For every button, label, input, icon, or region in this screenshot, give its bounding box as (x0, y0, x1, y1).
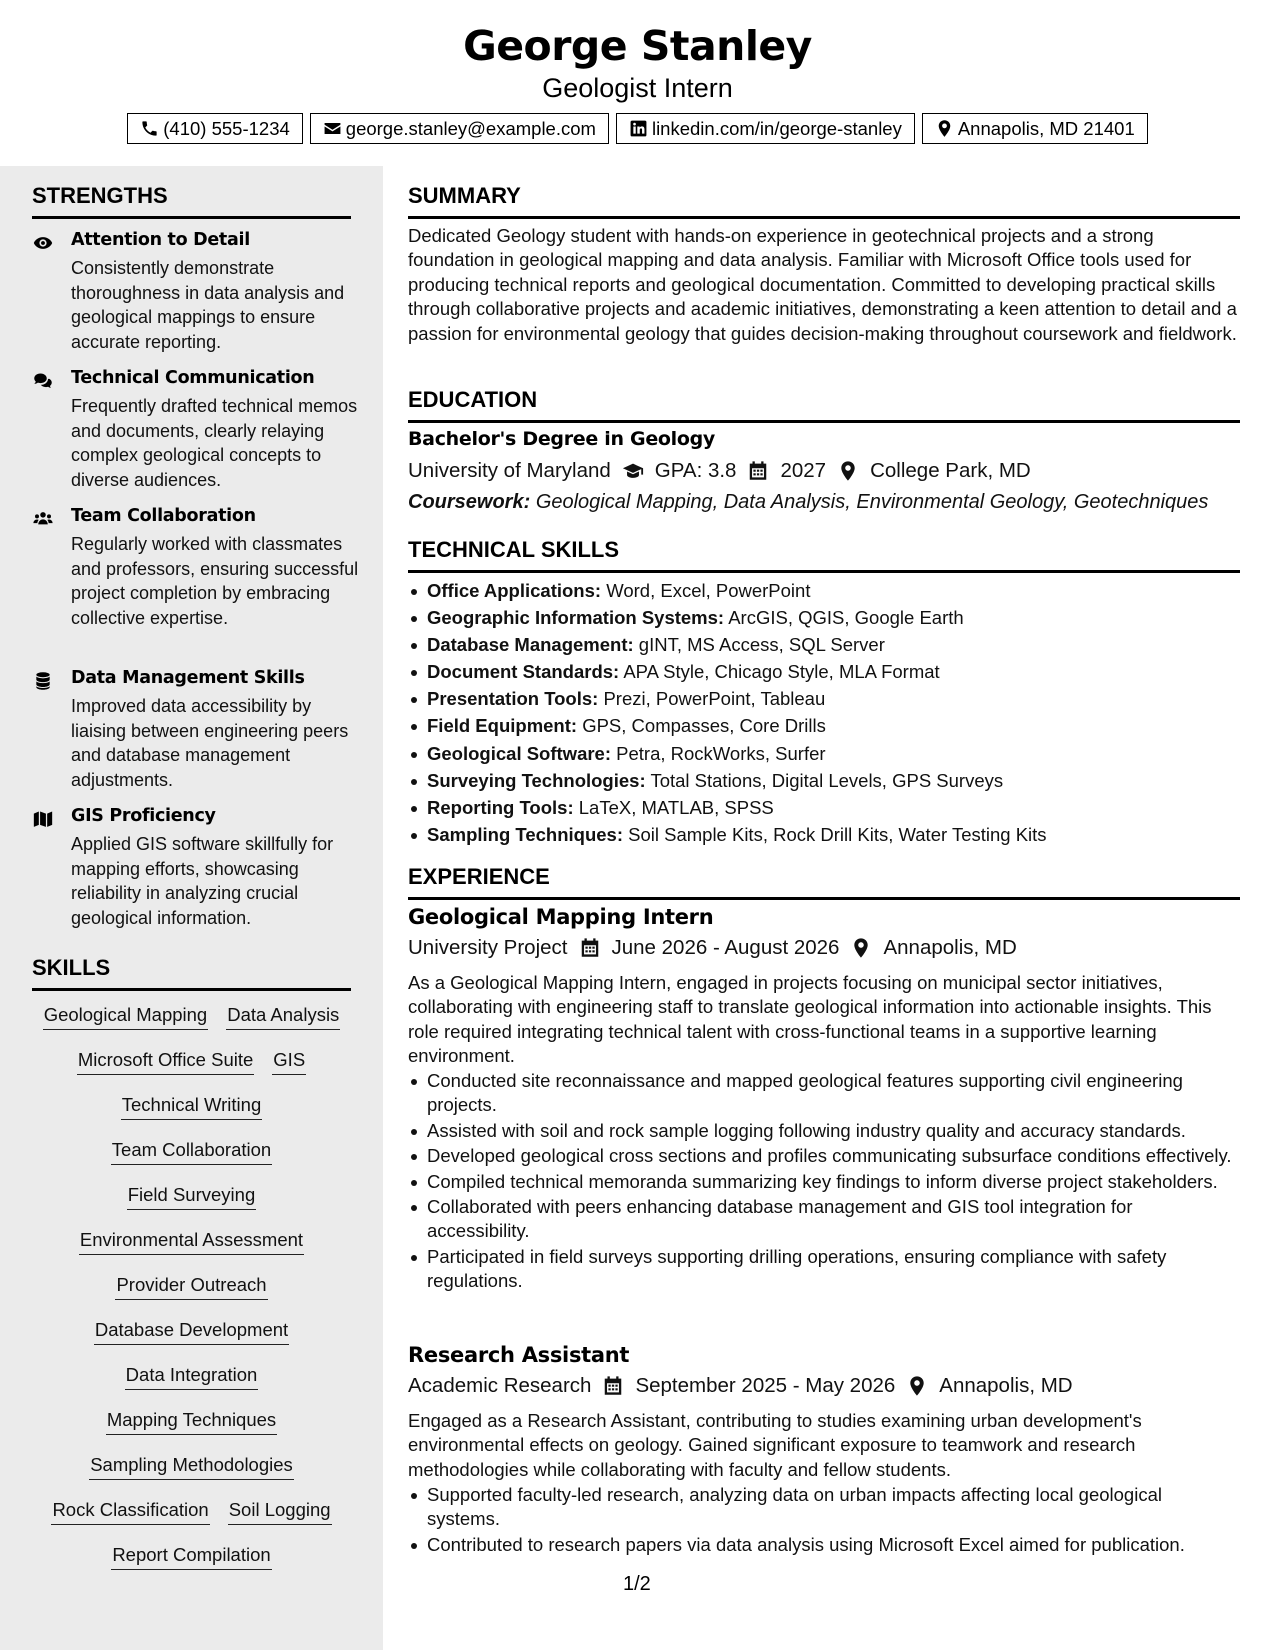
list-item (408, 606, 1240, 630)
contact-phone-text: (410) 555-1234 (163, 117, 290, 139)
skill-row (32, 1184, 351, 1210)
job-title: Geological Mapping Intern (408, 905, 714, 929)
technical-skills-list (408, 579, 1240, 850)
skill-tag: Soil Logging (228, 1499, 332, 1525)
job-title: Research Assistant (408, 1343, 630, 1367)
calendar-icon (747, 460, 769, 482)
skill-row (32, 1544, 351, 1570)
list-item: Conducted site reconnaissance and mapped geological features supporting civil engineering projects. (408, 1069, 1240, 1118)
skill-row (32, 1094, 351, 1120)
list-item (408, 769, 1240, 793)
list-item (408, 796, 1240, 820)
phone-icon (140, 119, 159, 138)
skill-values: gINT, MS Access, SQL Server (638, 634, 885, 656)
contact-phone[interactable] (127, 113, 303, 144)
strength-description: Frequently drafted technical memos and documents, clearly relaying complex geological concepts to diverse audiences. (71, 396, 358, 490)
list-item: Contributed to research papers via data analysis using Microsoft Excel aimed for publication. (408, 1533, 1240, 1557)
list-item (408, 823, 1240, 847)
skill-values: Total Stations, Digital Levels, GPS Surveys (650, 769, 1004, 791)
skill-tag: Database Development (94, 1319, 289, 1345)
school-name: University of Maryland (408, 459, 611, 482)
education-heading: EDUCATION (408, 387, 1240, 423)
skill-tag: Geological Mapping (43, 1004, 209, 1030)
coursework (408, 491, 1208, 514)
map-pin-icon (935, 119, 954, 138)
page-number: 1/2 (623, 1573, 651, 1595)
job-summary: As a Geological Mapping Intern, engaged in projects focusing on municipal sector initiatives, collaborating with engineering staff to translate geological information into actionable insights. This role required integrating technical talent with cross-functional teams in a supportive learning environment. (408, 972, 1212, 1067)
contact-location-text: Annapolis, MD 21401 (957, 117, 1135, 139)
skill-row (32, 1454, 351, 1480)
skill-tag: Data Analysis (226, 1004, 340, 1030)
list-item: Developed geological cross sections and profiles communicating subsurface conditions effectively. (408, 1144, 1240, 1168)
technical-skills-heading: TECHNICAL SKILLS (408, 537, 1240, 573)
eye-icon (32, 233, 56, 253)
list-item (408, 633, 1240, 657)
resume-header (0, 0, 1275, 166)
graduation-cap-icon (622, 460, 644, 482)
list-item (408, 742, 1240, 766)
skill-row (32, 1049, 351, 1075)
strength-title: GIS Proficiency (71, 806, 216, 826)
list-item: Participated in field surveys supporting drilling operations, ensuring compliance with safety regulations. (408, 1245, 1240, 1294)
contact-email-text: george.stanley@example.com (345, 117, 596, 139)
strength-description: Regularly worked with classmates and professors, ensuring successful project completion by embracing collective expertise. (71, 534, 359, 628)
skill-tag: Mapping Techniques (106, 1409, 277, 1435)
skill-row (32, 1319, 351, 1345)
strength-description: Consistently demonstrate thoroughness in data analysis and geological mappings to ensure accurate reporting. (71, 258, 345, 352)
summary-text: Dedicated Geology student with hands-on experience in geotechnical projects and a strong foundation in geological mapping and data analysis. Familiar with Microsoft Office tools used for producing technical reports and geological documentation. Committed to developing practical skills through collaborative projects and academic initiatives, demonstrating a keen attention to detail and a passion for environmental geology that guides decision-making throughout coursework and fieldwork. (408, 225, 1237, 344)
contact-location[interactable] (922, 113, 1148, 144)
strength-title: Attention to Detail (71, 230, 250, 250)
skill-tag: Environmental Assessment (79, 1229, 304, 1255)
skill-values: APA Style, Chicago Style, MLA Format (623, 661, 940, 683)
candidate-role: Geologist Intern (542, 73, 733, 103)
skill-tag: Technical Writing (121, 1094, 263, 1120)
contact-email[interactable] (310, 113, 609, 144)
job-meta (408, 1374, 1073, 1398)
skill-category: Document Standards: (427, 661, 620, 683)
skill-tag: Provider Outreach (115, 1274, 267, 1300)
job-summary: Engaged as a Research Assistant, contributing to studies examining urban development's environmental effects on geology. Gained significant exposure to teamwork and research methodologies while collaborating with faculty and fellow students. (408, 1410, 1142, 1480)
job-location: Annapolis, MD (883, 936, 1017, 959)
job-organization: University Project (408, 936, 568, 959)
degree-title: Bachelor's Degree in Geology (408, 428, 716, 450)
skill-tag: Report Compilation (111, 1544, 271, 1570)
list-item: Compiled technical memoranda summarizing key findings to inform diverse project stakeholders. (408, 1170, 1240, 1194)
education-location: College Park, MD (870, 459, 1031, 482)
education-meta (408, 459, 1031, 483)
list-item (408, 579, 1240, 603)
job-dates: September 2025 - May 2026 (635, 1374, 896, 1397)
calendar-icon (602, 1375, 624, 1397)
skill-row (32, 1499, 351, 1525)
contact-bar (0, 113, 1275, 144)
skill-values: LaTeX, MATLAB, SPSS (578, 796, 774, 818)
job-bullets (408, 1069, 1240, 1295)
list-item: Collaborated with peers enhancing database management and GIS tool integration for accessibility. (408, 1195, 1240, 1244)
skill-values: ArcGIS, QGIS, Google Earth (728, 607, 964, 629)
job-location: Annapolis, MD (939, 1374, 1073, 1397)
skill-row (32, 1004, 351, 1030)
skill-category: Sampling Techniques: (427, 823, 623, 845)
skill-tag: Microsoft Office Suite (77, 1049, 254, 1075)
skill-category: Presentation Tools: (427, 688, 599, 710)
strength-description: Applied GIS software skillfully for mapping efforts, showcasing reliability in analyzing crucial geological information. (71, 834, 334, 928)
skill-category: Field Equipment: (427, 715, 578, 737)
skill-row (32, 1139, 351, 1165)
skill-tag: Sampling Methodologies (89, 1454, 294, 1480)
skill-row (32, 1409, 351, 1435)
calendar-icon (579, 937, 601, 959)
skill-values: Soil Sample Kits, Rock Drill Kits, Water Testing Kits (628, 823, 1047, 845)
skill-values: Prezi, PowerPoint, Tableau (603, 688, 826, 710)
list-item (408, 660, 1240, 684)
job-bullets (408, 1483, 1240, 1558)
strength-title: Technical Communication (71, 368, 315, 388)
job-meta (408, 936, 1017, 960)
job-organization: Academic Research (408, 1374, 592, 1397)
skill-tag: Data Integration (125, 1364, 259, 1390)
envelope-icon (323, 119, 342, 138)
skill-row (32, 1364, 351, 1390)
coursework-list: Geological Mapping, Data Analysis, Environmental Geology, Geotechniques (535, 491, 1209, 513)
experience-heading: EXPERIENCE (408, 864, 1240, 900)
sidebar (0, 166, 383, 1650)
skill-category: Surveying Technologies: (427, 769, 646, 791)
map-pin-icon (906, 1375, 928, 1397)
contact-linkedin[interactable] (616, 113, 915, 144)
map-pin-icon (837, 460, 859, 482)
strength-description: Improved data accessibility by liaising between engineering peers and database management adjustments. (71, 696, 349, 790)
list-item: Supported faculty-led research, analyzing data on urban impacts affecting local geological systems. (408, 1483, 1240, 1532)
skill-values: GPS, Compasses, Core Drills (582, 715, 826, 737)
job-dates: June 2026 - August 2026 (611, 936, 840, 959)
skill-values: Petra, RockWorks, Surfer (616, 742, 826, 764)
strength-title: Team Collaboration (71, 506, 256, 526)
skill-category: Geological Software: (427, 742, 612, 764)
list-item: Assisted with soil and rock sample logging following industry quality and accuracy standards. (408, 1119, 1240, 1143)
skills-heading: SKILLS (32, 955, 351, 991)
summary-heading: SUMMARY (408, 183, 1240, 219)
skill-category: Database Management: (427, 634, 634, 656)
skill-category: Reporting Tools: (427, 796, 574, 818)
comments-icon (32, 371, 56, 391)
skill-tag: GIS (272, 1049, 306, 1075)
map-pin-icon (850, 937, 872, 959)
skill-tag: Field Surveying (127, 1184, 257, 1210)
database-icon (32, 671, 56, 691)
skill-tag: Rock Classification (51, 1499, 209, 1525)
linkedin-icon (629, 119, 648, 138)
strengths-heading: STRENGTHS (32, 183, 351, 219)
list-item (408, 714, 1240, 738)
skill-category: Office Applications: (427, 580, 602, 601)
users-icon (32, 509, 56, 529)
skill-category: Geographic Information Systems: (427, 607, 725, 629)
strength-title: Data Management Skills (71, 668, 305, 688)
skill-row (32, 1229, 351, 1255)
list-item (408, 687, 1240, 711)
map-icon (32, 809, 56, 829)
skill-values: Word, Excel, PowerPoint (606, 580, 811, 601)
graduation-year: 2027 (780, 459, 827, 482)
gpa: GPA: 3.8 (654, 459, 737, 482)
skill-tag: Team Collaboration (111, 1139, 272, 1165)
coursework-label: Coursework: (408, 491, 531, 513)
contact-linkedin-text: linkedin.com/in/george-stanley (651, 117, 902, 139)
skill-row (32, 1274, 351, 1300)
candidate-name: George Stanley (463, 22, 812, 70)
